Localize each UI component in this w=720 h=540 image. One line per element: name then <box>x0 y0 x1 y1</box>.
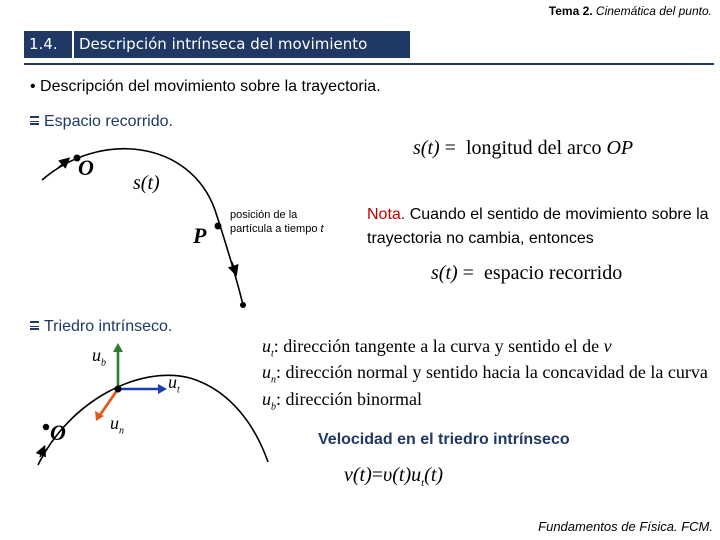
arc-length-label: s(t) <box>133 172 160 194</box>
triad-origin-dot <box>115 386 122 393</box>
arc-length-formula: s(t) = longitud del arco OP <box>413 137 634 159</box>
velocidad-heading: Velocidad en el triedro intrínseco <box>318 431 570 448</box>
distance-formula: s(t) = espacio recorrido <box>431 262 623 284</box>
binormal-direction-text: $u_b$: dirección binormal <box>262 389 422 413</box>
ut-label: $u_t$ <box>168 372 180 396</box>
espacio-heading: Espacio recorrido. <box>30 113 173 131</box>
tangent-direction-text: $u_t$: dirección tangente a la curva y sentido el de v <box>262 336 612 360</box>
point-o-lower-label: O <box>50 420 66 445</box>
point-o-lower-dot <box>43 424 49 430</box>
ub-label: $u_b$ <box>92 345 106 369</box>
trajectory-end-dot <box>240 302 246 308</box>
normal-arrow <box>100 389 118 415</box>
point-o-label: O <box>78 155 94 180</box>
footer-credit: Fundamentos de Física. FCM. <box>538 519 713 534</box>
position-note: posición de la partícula a tiempo t <box>230 209 324 235</box>
course-topic-label: Tema 2. Cinemática del punto. <box>548 4 712 18</box>
section-title: Descripción intrínseca del movimiento <box>74 31 410 58</box>
section-number: 1.4. <box>24 31 72 58</box>
square-bullet-icon <box>30 321 39 330</box>
point-p-dot <box>215 223 222 230</box>
intro-bullet: • Descripción del movimiento sobre la trayectoria. <box>30 78 381 95</box>
point-p-label: P <box>193 223 207 248</box>
triedro-heading: Triedro intrínseco. <box>30 318 172 336</box>
nota-text: Nota. Cuando el sentido de movimiento sobre la trayectoria no cambia, entonces <box>367 206 709 247</box>
normal-direction-text: $u_n$: dirección normal y sentido hacia la concavidad de la curva <box>262 362 708 386</box>
velocity-formula: $v(t)=\upsilon(t)u_t(t)$ <box>344 464 444 489</box>
un-label: $u_n$ <box>110 413 124 437</box>
